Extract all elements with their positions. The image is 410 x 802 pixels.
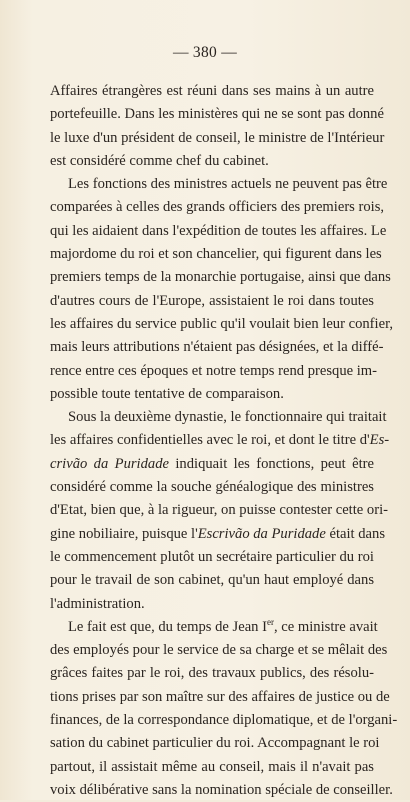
- text-line: Les fonctions des ministres actuels ne peuvent pas être: [68, 176, 388, 193]
- text-line: majordome du roi et son chancelier, qui figurent dans les: [50, 246, 382, 263]
- text-line: Sous la deuxième dynastie, le fonctionnaire qui traitait: [68, 409, 387, 426]
- text-line: Affaires étrangères est réuni dans ses mains à un autre: [50, 83, 374, 99]
- paragraph-1: [50, 80, 385, 173]
- paragraph-2: [50, 173, 393, 406]
- text-line: mais leurs attributions n'étaient pas désignées, et la diffé-: [50, 339, 384, 356]
- text-line: l'administration.: [50, 595, 145, 612]
- superscript: er: [266, 616, 274, 627]
- text-line: partout, il assistait même au conseil, mais il n'avait pas: [50, 758, 374, 775]
- text-run: les affaires confidentielles avec le roi, et dont le titre d': [50, 432, 370, 449]
- italic-term: Escrivão da Puridade: [197, 525, 326, 542]
- text-line: les affaires du service public qu'il voulait bien leur confier,: [50, 315, 393, 332]
- text-line: finances, de la correspondance diplomatique, et de l'organi-: [50, 712, 398, 729]
- text-line: grâces faites par le roi, des travaux publics, des résolu-: [50, 665, 374, 682]
- text-line: tions prises par son maître sur des affaires de justice ou de: [50, 688, 390, 705]
- paragraph-4: [50, 616, 398, 802]
- text-line: portefeuille. Dans les ministères qui ne se sont pas donné: [50, 106, 384, 123]
- text-line: le luxe d'un président de conseil, le ministre de l'Intérieur: [50, 129, 385, 146]
- text-line: [50, 616, 378, 639]
- text-line: premiers temps de la monarchie portugaise, ainsi que dans: [50, 269, 391, 286]
- text-run: était dans: [325, 525, 385, 542]
- text-line: rence entre ces époques et notre temps rend presque im-: [50, 362, 378, 379]
- text-run: indiquait les fonctions, peut être: [168, 455, 374, 472]
- text-line: possible toute tentative de comparaison.: [50, 385, 284, 402]
- paragraph-3: [50, 406, 390, 616]
- text-line: d'autres cours de l'Europe, assistaient le roi dans toutes: [50, 292, 374, 309]
- text-run: gine nobiliaire, puisque l': [50, 525, 198, 542]
- text-line: est considéré comme chef du cabinet.: [50, 152, 269, 169]
- text-line: comparées à celles des grands officiers des premiers rois,: [50, 199, 385, 216]
- text-line: pour le travail de son cabinet, qu'un haut employé dans: [50, 572, 374, 589]
- italic-term: crivão da Puridade: [50, 455, 169, 472]
- text-line: considéré comme la souche généalogique des ministres: [50, 479, 374, 496]
- text-line: voix délibérative sans la nomination spéciale de conseiller.: [50, 781, 393, 798]
- page-body: [50, 80, 398, 802]
- text-line: d'Etat, bien que, à la rigueur, on puisse contester cette ori-: [50, 502, 388, 519]
- text-run: Le fait est que, du temps de Jean I: [68, 618, 267, 635]
- text-line: le commencement plutôt un secrétaire particulier du roi: [50, 548, 374, 565]
- text-line: [50, 453, 374, 476]
- text-line: qui les aidaient dans l'expédition de toutes les affaires. Le: [50, 222, 387, 239]
- page-number: — 380 —: [172, 44, 238, 61]
- italic-term: Es-: [369, 432, 390, 449]
- text-run: , ce ministre avait: [273, 618, 378, 635]
- text-line: [50, 523, 385, 546]
- text-line: [50, 429, 390, 452]
- text-line: des employés pour le service de sa charge et se mêlait des: [50, 642, 388, 659]
- text-line: sation du cabinet particulier du roi. Accompagnant le roi: [50, 735, 380, 752]
